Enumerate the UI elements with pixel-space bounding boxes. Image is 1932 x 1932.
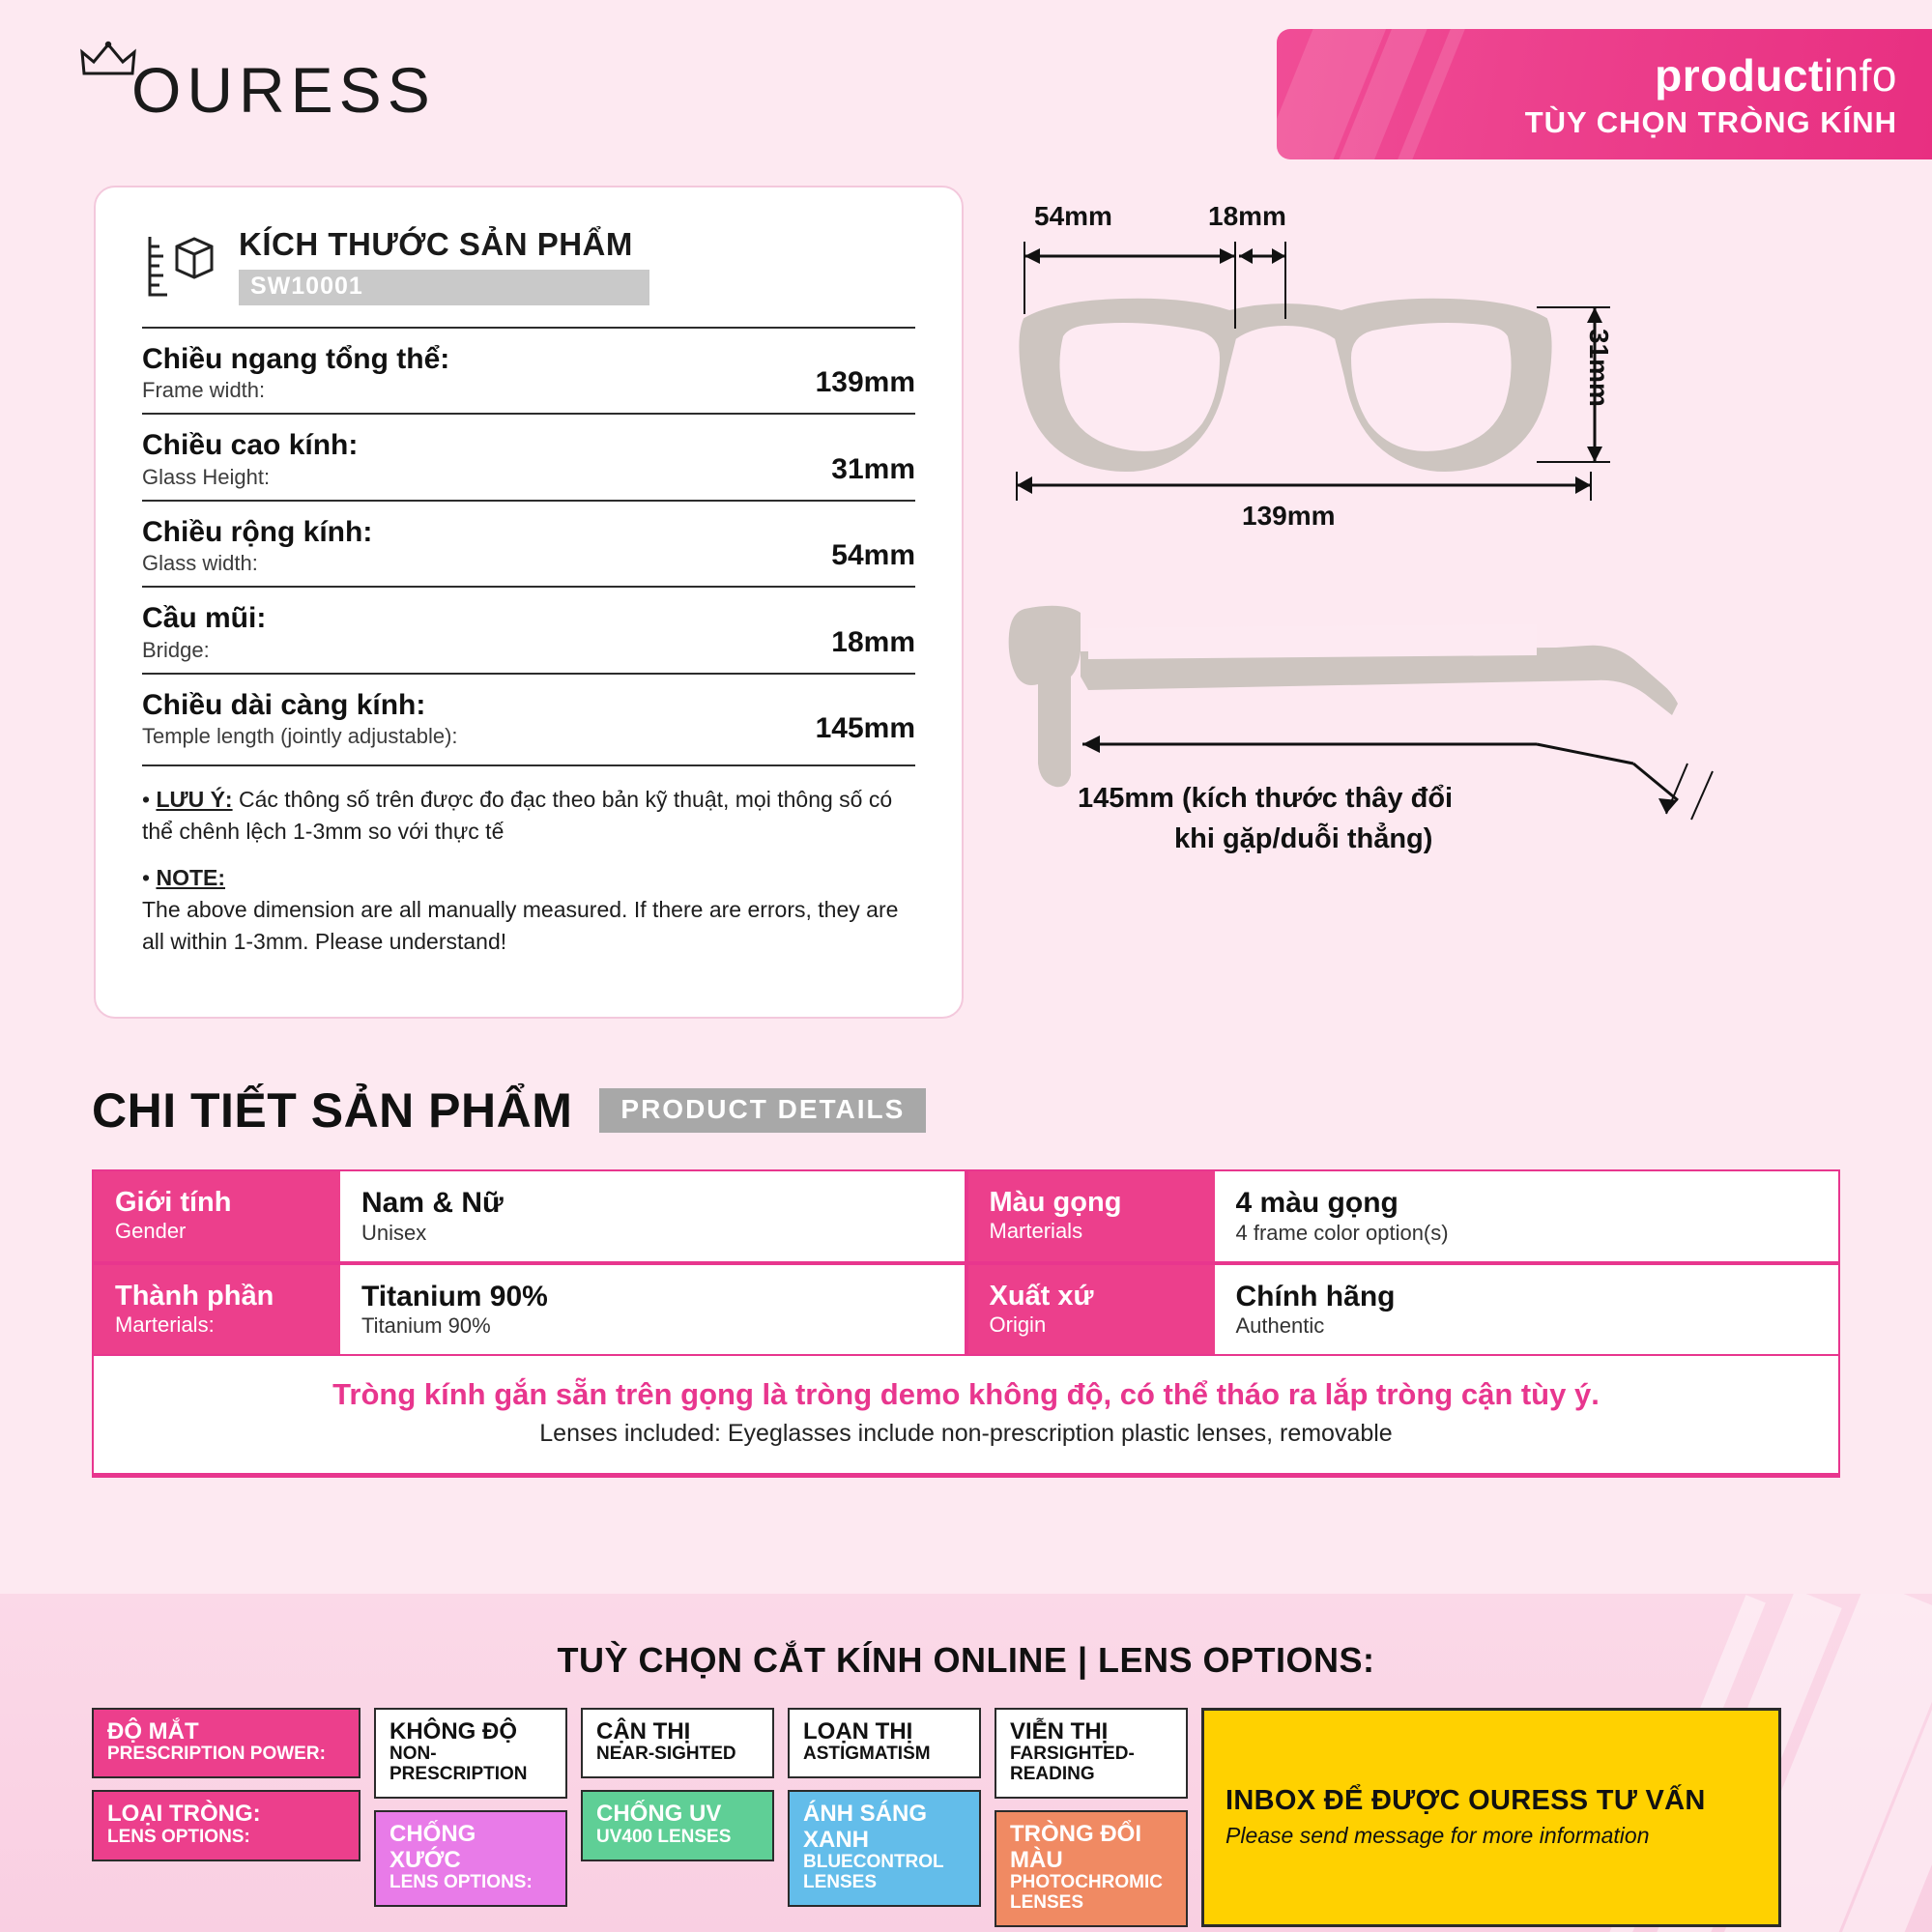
spec-row — [142, 413, 915, 499]
lens-column-3 — [581, 1708, 774, 1861]
chip-label-vn: LOẠI TRÒNG: — [107, 1801, 261, 1828]
product-info-banner — [1277, 29, 1932, 159]
spec-label-en: Bridge: — [142, 637, 210, 662]
chip-label-en: LENS OPTIONS: — [389, 1871, 533, 1892]
detail-value-en: Authentic — [1235, 1313, 1325, 1338]
spec-label-vn: Chiều rộng kính: — [142, 515, 373, 548]
banner-title-product: product — [1655, 49, 1824, 101]
chip-label-vn: CHỐNG XƯỚC — [389, 1821, 476, 1873]
banner-title-info: info — [1823, 49, 1897, 101]
product-details-title: CHI TIẾT SẢN PHẨM — [92, 1083, 573, 1138]
lens-column-4 — [788, 1708, 981, 1907]
lens-column-5 — [995, 1708, 1188, 1927]
detail-value-vn: Nam & Nữ — [361, 1187, 504, 1219]
chip-prescription-power[interactable] — [92, 1708, 360, 1778]
chip-label-en: PRESCRIPTION POWER: — [107, 1744, 326, 1765]
inbox-cta-en: Please send message for more information — [1226, 1823, 1650, 1849]
glasses-front-view — [1020, 300, 1550, 471]
chip-label-en: BLUECONTROL LENSES — [803, 1852, 944, 1892]
banner-title — [1655, 49, 1897, 101]
chip-label-vn: CẬN THỊ — [596, 1718, 691, 1745]
table-row — [966, 1263, 1841, 1357]
dim-temple-line2: khi gặp/duỗi thẳng) — [1174, 823, 1433, 854]
chip-bluelight[interactable] — [788, 1790, 981, 1907]
detail-key-en: Gender — [115, 1219, 187, 1244]
spec-label-vn: Chiều dài càng kính: — [142, 688, 426, 721]
spec-value: 18mm — [831, 625, 915, 658]
size-card-title: KÍCH THƯỚC SẢN PHẨM — [239, 226, 633, 262]
chip-near-sighted[interactable] — [581, 1708, 774, 1778]
product-details-table — [92, 1169, 1840, 1356]
note-en-label-row: • NOTE: — [142, 864, 226, 890]
chip-label-vn: LOẠN THỊ — [803, 1718, 913, 1745]
chip-label-vn: KHÔNG ĐỘ — [389, 1718, 517, 1745]
chip-label-en: PHOTOCHROMIC LENSES — [1010, 1871, 1163, 1913]
chip-label-vn: VIỄN THỊ — [1010, 1718, 1109, 1745]
detail-key — [968, 1171, 1215, 1261]
lens-options-section — [0, 1594, 1932, 1932]
glasses-diagram — [995, 201, 1865, 1015]
detail-key-en: Marterials — [989, 1219, 1083, 1244]
chip-label-vn: ĐỘ MẮT — [107, 1718, 199, 1745]
detail-key-vn: Thành phần — [115, 1280, 274, 1312]
spec-label-en: Temple length (jointly adjustable): — [142, 723, 458, 748]
detail-key — [94, 1265, 340, 1355]
spec-row — [142, 327, 915, 413]
dim-lens-width: 54mm — [1034, 201, 1112, 231]
detail-value-vn: Chính hãng — [1235, 1280, 1396, 1312]
detail-value-en: Titanium 90% — [361, 1313, 491, 1338]
lens-column-1 — [92, 1708, 360, 1861]
chip-label-vn: ÁNH SÁNG XANH — [803, 1801, 928, 1853]
glasses-diagram-svg — [995, 222, 1865, 1015]
chip-label-en: LENS OPTIONS: — [107, 1826, 250, 1847]
table-row — [92, 1263, 966, 1357]
product-details-header — [92, 1082, 1932, 1139]
spec-value: 31mm — [831, 452, 915, 485]
lens-included-note — [92, 1356, 1840, 1478]
note-en-text: The above dimension are all manually measured. If there are errors, they are all within 1-3mm. Please understand! — [142, 896, 899, 955]
inbox-cta-vn: INBOX ĐỂ ĐƯỢC OURESS TƯ VẤN — [1226, 1785, 1706, 1817]
spec-row — [142, 500, 915, 586]
detail-value — [1215, 1171, 1839, 1261]
spec-label-vn: Chiều cao kính: — [142, 429, 359, 462]
detail-value — [340, 1171, 965, 1261]
dim-bridge: 18mm — [1208, 201, 1286, 231]
dim-temple-line1: 145mm (kích thước thây đổi — [1078, 783, 1454, 814]
note-vn-text: Các thông số trên được đo đạc theo bản kỹ thuật, mọi thông số có thể chênh lệch 1-3mm so với thực tế — [142, 786, 893, 845]
detail-key — [968, 1265, 1215, 1355]
detail-value — [340, 1265, 965, 1355]
chip-uv-protection[interactable] — [581, 1790, 774, 1860]
chip-label-en: UV400 LENSES — [596, 1826, 732, 1847]
brand-logo — [79, 41, 436, 126]
lens-column-2 — [374, 1708, 567, 1907]
glasses-side-view — [1009, 606, 1678, 787]
detail-key-en: Marterials: — [115, 1312, 215, 1337]
detail-key-vn: Giới tính — [115, 1187, 232, 1218]
size-notes — [142, 764, 915, 959]
detail-value — [1215, 1265, 1839, 1355]
spec-label-en: Glass Height: — [142, 464, 271, 489]
detail-key-vn: Xuất xứ — [989, 1280, 1094, 1312]
size-card-header — [142, 226, 915, 305]
dim-frame-width: 139mm — [1242, 501, 1336, 531]
chip-label-vn: TRÒNG ĐỔI MÀU — [1010, 1821, 1141, 1873]
lens-options-grid — [92, 1708, 1840, 1927]
spec-value: 54mm — [831, 539, 915, 572]
table-row — [966, 1169, 1841, 1263]
inbox-cta[interactable] — [1201, 1708, 1781, 1927]
chip-label-en: NON-PRESCRIPTION — [389, 1744, 528, 1785]
chip-label-en: FARSIGHTED-READING — [1010, 1744, 1135, 1785]
lens-note-vn: Tròng kính gắn sẵn trên gọng là tròng demo không độ, có thể tháo ra lắp tròng cận tùy ý. — [332, 1377, 1600, 1411]
spec-value: 145mm — [815, 711, 915, 744]
spec-label-vn: Chiều ngang tổng thể: — [142, 343, 450, 375]
chip-lens-options[interactable] — [92, 1790, 360, 1860]
spec-list — [142, 327, 915, 759]
crown-icon — [79, 41, 137, 79]
chip-label-vn: CHỐNG UV — [596, 1801, 722, 1828]
detail-key — [94, 1171, 340, 1261]
note-vn-label: LƯU Ý: — [156, 786, 233, 812]
spec-label-en: Glass width: — [142, 551, 258, 576]
chip-label-en: NEAR-SIGHTED — [596, 1744, 736, 1765]
detail-value-en: Unisex — [361, 1220, 427, 1245]
spec-label-en: Frame width: — [142, 378, 266, 403]
detail-value-en: 4 frame color option(s) — [1235, 1220, 1449, 1245]
detail-key-vn: Màu gọng — [989, 1187, 1122, 1218]
dim-height: 31mm — [1584, 329, 1614, 407]
product-size-card — [94, 186, 964, 1019]
brand-name: OURESS — [131, 54, 436, 126]
product-details-section — [0, 1082, 1932, 1478]
product-details-tag: PRODUCT DETAILS — [599, 1088, 926, 1133]
spec-row — [142, 586, 915, 672]
chip-scratch-resistant[interactable] — [374, 1810, 567, 1907]
lens-options-title: TUỲ CHỌN CẮT KÍNH ONLINE | LENS OPTIONS: — [557, 1640, 1375, 1680]
chip-label-en: ASTIGMATISM — [803, 1744, 931, 1765]
table-row — [92, 1169, 966, 1263]
spec-row — [142, 673, 915, 759]
chip-non-prescription[interactable] — [374, 1708, 567, 1799]
note-vn: • LƯU Ý: Các thông số trên được đo đạc theo bản kỹ thuật, mọi thông số có thể chênh lệch 1-3mm so với thực tế — [142, 786, 893, 845]
chip-astigmatism[interactable] — [788, 1708, 981, 1778]
ruler-box-icon — [142, 231, 217, 301]
lens-note-en: Lenses included: Eyeglasses include non-prescription plastic lenses, removable — [539, 1420, 1393, 1447]
spec-label-vn: Cầu mũi: — [142, 602, 267, 635]
banner-subtitle: TÙY CHỌN TRÒNG KÍNH — [1524, 104, 1897, 139]
product-sku: SW10001 — [239, 270, 649, 305]
detail-value-vn: Titanium 90% — [361, 1280, 548, 1312]
spec-value: 139mm — [815, 366, 915, 399]
note-en-label: NOTE: — [156, 864, 226, 890]
chip-photochromic[interactable] — [995, 1810, 1188, 1927]
page-header — [0, 0, 1932, 188]
detail-key-en: Origin — [989, 1312, 1047, 1337]
detail-value-vn: 4 màu gọng — [1235, 1187, 1399, 1219]
chip-farsighted[interactable] — [995, 1708, 1188, 1799]
